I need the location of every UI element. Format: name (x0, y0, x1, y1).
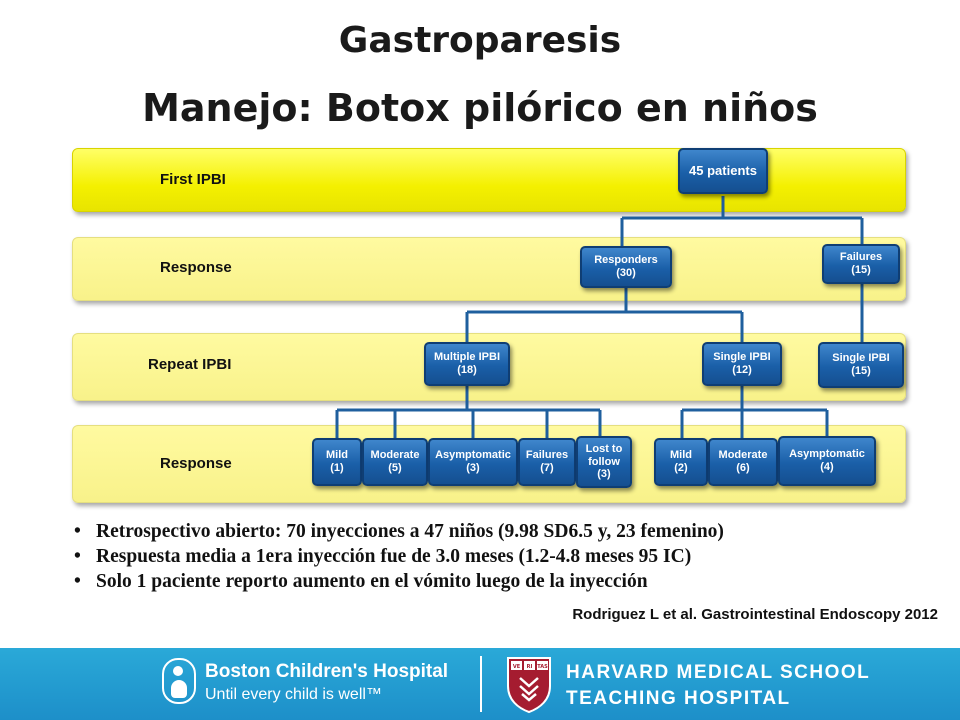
node-label: Single IPBI (713, 351, 771, 364)
band-label-first-ipbi: First IPBI (160, 171, 226, 188)
slide-title: Gastroparesis (338, 20, 622, 61)
connector-multiple (337, 386, 600, 438)
node-label: Multiple IPBI (434, 351, 500, 364)
footer-divider (480, 656, 482, 712)
bch-name: Boston Children's Hospital (205, 661, 449, 682)
connector-root (622, 196, 862, 246)
citation: Rodriguez L et al. Gastrointestinal Endoscopy 2012 (572, 606, 938, 623)
bch-tagline: Until every child is well™ (205, 686, 382, 703)
node-single-mild (654, 438, 708, 486)
band-label-response-2: Response (160, 455, 232, 472)
harvard-shield-icon (506, 656, 552, 714)
node-label: Failures (525, 449, 569, 462)
shield-letters-ri: RI (526, 664, 533, 670)
shield-letters-tas: TAS (537, 664, 548, 670)
node-single-moderate (708, 438, 778, 486)
node-single-ipbi-failures (818, 342, 904, 388)
node-multiple-moderate (362, 438, 428, 486)
node-label: 45 patients (689, 162, 757, 178)
node-label: Lost to (585, 443, 623, 456)
connector-single (682, 386, 827, 438)
node-multiple-asymptomatic (428, 438, 518, 486)
node-label: Mild (326, 449, 348, 462)
node-single-asymptomatic (778, 436, 876, 486)
node-responders (580, 246, 672, 288)
node-count: (15) (851, 365, 871, 377)
node-count: (15) (851, 264, 871, 276)
band-label-repeat-ipbi: Repeat IPBI (148, 356, 232, 373)
node-count: (12) (732, 364, 752, 376)
bullet-item: • Solo 1 paciente reporto aumento en el vómito luego de la inyección (74, 569, 954, 594)
node-count: (4) (820, 461, 834, 473)
harvard-line2: TEACHING HOSPITAL (566, 688, 791, 709)
bullet-item: • Respuesta media a 1era inyección fue de 3.0 meses (1.2-4.8 meses 95 IC) (74, 544, 954, 569)
node-label: Moderate (718, 449, 768, 462)
node-multiple-mild (312, 438, 362, 486)
node-count: (2) (674, 462, 688, 474)
node-count: (1) (330, 462, 344, 474)
connector-responders (467, 288, 742, 342)
node-single-ipbi (702, 342, 782, 386)
node-failures (822, 244, 900, 284)
node-count: (18) (457, 364, 477, 376)
node-label: Mild (670, 449, 692, 462)
node-label: Asymptomatic (435, 449, 511, 462)
harvard-line1: HARVARD MEDICAL SCHOOL (566, 662, 871, 683)
node-count: (6) (736, 462, 750, 474)
bch-logo-icon (162, 658, 196, 704)
band-label-response-1: Response (160, 259, 232, 276)
node-label: Responders (594, 254, 658, 267)
node-count: (5) (388, 462, 402, 474)
node-label: Single IPBI (832, 352, 890, 365)
shield-letters-ve: VE (512, 664, 521, 670)
bullet-list (74, 519, 954, 594)
node-count: (30) (616, 267, 636, 279)
node-label: Failures (839, 251, 883, 264)
footer-bar (0, 648, 960, 720)
node-count: (3) (466, 462, 480, 474)
node-label: Moderate (370, 449, 420, 462)
node-multiple-failures (518, 438, 576, 486)
node-multiple-ipbi (424, 342, 510, 386)
node-multiple-lost-to-follow (576, 436, 632, 488)
node-label: follow (588, 455, 620, 468)
node-count: (3) (597, 468, 611, 481)
slide-subtitle: Manejo: Botox pilórico en niños (142, 86, 818, 130)
bullet-item: • Retrospectivo abierto: 70 inyecciones a 47 niños (9.98 SD6.5 y, 23 femenino) (74, 519, 954, 544)
node-45-patients (678, 148, 768, 194)
node-count: (7) (540, 462, 554, 474)
node-label: Asymptomatic (789, 448, 865, 461)
